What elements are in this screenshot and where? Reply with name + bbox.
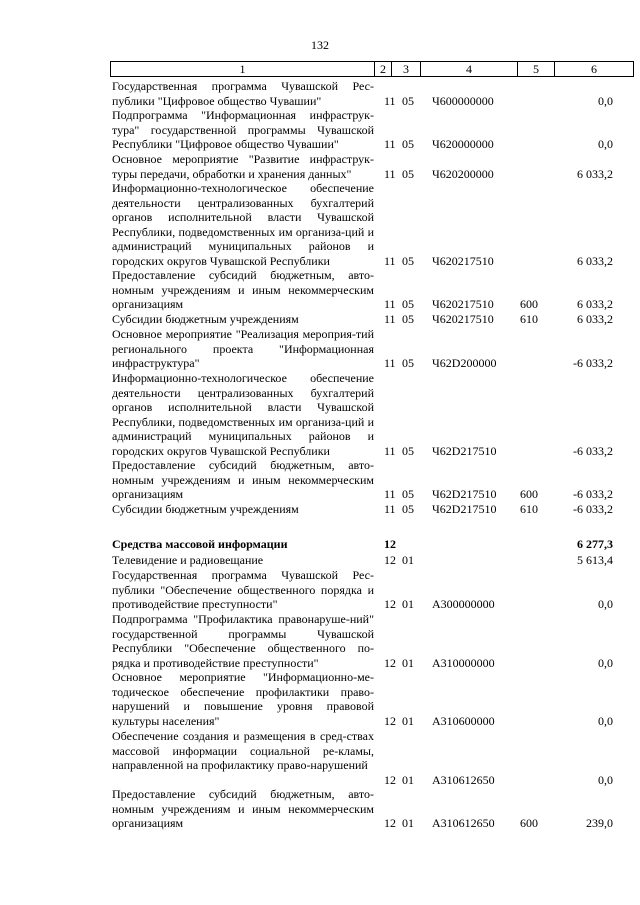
row-amount: 0,0 — [598, 772, 613, 787]
row-target-article: Ч62D200000 — [432, 356, 497, 370]
row-expense-type: 610 — [520, 502, 538, 516]
row-target-article: А300000000 — [432, 597, 495, 611]
row-section: 12 — [384, 816, 396, 830]
row-description: Телевидение и радиовещание — [112, 553, 264, 567]
row-section: 11 — [384, 502, 396, 516]
row-expense-type: 600 — [520, 297, 538, 311]
row-target-article: А310000000 — [432, 655, 495, 670]
row-subsection: 01 — [402, 655, 414, 670]
row-target-article: Ч620000000 — [432, 137, 494, 151]
row-amount: 6 033,2 — [577, 312, 613, 326]
row-amount: 0,0 — [598, 137, 613, 151]
row-subsection: 05 — [402, 166, 414, 181]
row-amount: 6 033,2 — [577, 297, 613, 311]
row-target-article: Ч620217510 — [432, 253, 494, 268]
page-number: 132 — [311, 38, 329, 52]
row-amount: 6 033,2 — [577, 166, 613, 181]
row-target-article: Ч620200000 — [432, 166, 494, 181]
row-subsection: 05 — [402, 253, 414, 268]
row-amount: 0,0 — [598, 655, 613, 670]
row-target-article: Ч62D217510 — [432, 443, 497, 458]
row-target-article: Ч62D217510 — [432, 487, 497, 501]
row-section: 12 — [384, 655, 396, 670]
header-col-5: 5 — [517, 61, 555, 77]
row-subsection: 05 — [402, 312, 414, 326]
row-expense-type: 610 — [520, 312, 538, 326]
row-subsection: 05 — [402, 487, 414, 501]
row-subsection: 01 — [402, 816, 414, 830]
row-amount: -6 033,2 — [573, 356, 613, 370]
row-amount: 6 277,3 — [577, 537, 613, 551]
row-amount: 239,0 — [586, 816, 613, 830]
row-description: Информационно-технологическое обеспечение деятельности централизованных бухгалтерий органов исполнительной власти Чувашской Республики, подведомственных им организа-ций и администраций муниципальных районов и городских округов Чувашской Республики — [112, 371, 374, 458]
row-subsection: 05 — [402, 502, 414, 516]
row-section: 11 — [384, 297, 396, 311]
row-target-article: А310612650 — [432, 772, 495, 787]
row-description: Государственная программа Чувашской Рес-публики "Обеспечение общественного порядка и противодействие преступности" — [112, 568, 374, 611]
header-col-1: 1 — [110, 61, 375, 77]
row-section: 12 — [384, 537, 396, 551]
row-description: Подпрограмма "Профилактика правонаруше-ний" государственной программы Чувашской Республики "Обеспечение общественного по-рядка и противодействие преступности" — [112, 612, 374, 670]
row-target-article: Ч62D217510 — [432, 502, 497, 516]
row-subsection: 01 — [402, 597, 414, 611]
row-subsection: 05 — [402, 356, 414, 370]
row-target-article: А310612650 — [432, 816, 495, 830]
row-amount: 0,0 — [598, 713, 613, 728]
row-section: 11 — [384, 356, 396, 370]
row-description: Основное мероприятие "Информационно-ме-тодическое обеспечение профилактики право-нарушений и повышение уровня правовой культуры населения" — [112, 670, 374, 728]
row-description: Подпрограмма "Информационная инфраструк-тура" государственной программы Чувашской Республики "Цифровое общество Чувашии" — [112, 108, 374, 151]
row-description: Субсидии бюджетным учреждениям — [112, 312, 299, 326]
row-expense-type: 600 — [520, 816, 538, 830]
table-header — [110, 61, 634, 77]
header-col-2: 2 — [374, 61, 392, 77]
row-description: Субсидии бюджетным учреждениям — [112, 502, 299, 516]
row-description: Предоставление субсидий бюджетным, авто-номным учреждениям и иным некоммерческим организациям — [112, 268, 374, 311]
row-amount: 5 613,4 — [577, 553, 613, 567]
row-description: Обеспечение создания и размещения в сред-ствах массовой информации социальной ре-кламы, направленной на профилактику право-нарушений — [112, 729, 374, 772]
row-section: 12 — [384, 772, 396, 787]
row-section: 11 — [384, 487, 396, 501]
row-amount: -6 033,2 — [573, 487, 613, 501]
row-section: 12 — [384, 553, 396, 567]
row-description: Основное мероприятие "Реализация мероприя-тий регионального проекта "Информационная инфраструктура" — [112, 327, 374, 370]
row-section: 12 — [384, 597, 396, 611]
row-description: Основное мероприятие "Развитие инфраструк-туры передачи, обработки и хранения данных" — [112, 152, 374, 181]
header-col-6: 6 — [554, 61, 634, 77]
row-expense-type: 600 — [520, 487, 538, 501]
row-amount: -6 033,2 — [573, 443, 613, 458]
row-amount: 6 033,2 — [577, 253, 613, 268]
row-target-article: Ч620217510 — [432, 312, 494, 326]
row-description: Государственная программа Чувашской Рес-публики "Цифровое общество Чувашии" — [112, 79, 374, 108]
row-amount: -6 033,2 — [573, 502, 613, 516]
row-section: 11 — [384, 312, 396, 326]
row-subsection: 05 — [402, 297, 414, 311]
row-subsection: 05 — [402, 443, 414, 458]
row-subsection: 01 — [402, 553, 414, 567]
row-section: 12 — [384, 713, 396, 728]
row-section: 11 — [384, 137, 396, 151]
row-target-article: А310600000 — [432, 713, 495, 728]
row-amount: 0,0 — [598, 93, 613, 108]
row-target-article: Ч600000000 — [432, 93, 494, 108]
row-description: Предоставление субсидий бюджетным, авто-номным учреждениям и иным некоммерческим организациям — [112, 787, 374, 830]
row-section: 11 — [384, 93, 396, 108]
row-section: 11 — [384, 166, 396, 181]
row-subsection: 01 — [402, 713, 414, 728]
row-subsection: 01 — [402, 772, 414, 787]
row-description: Информационно-технологическое обеспечение деятельности централизованных бухгалтерий органов исполнительной власти Чувашской Республики, подведомственных им организа-ций и администраций муниципальных районов и городских округов Чувашской Республики — [112, 181, 374, 268]
row-description: Предоставление субсидий бюджетным, авто-номным учреждениям и иным некоммерческим организациям — [112, 458, 374, 501]
header-col-3: 3 — [391, 61, 421, 77]
row-amount: 0,0 — [598, 597, 613, 611]
row-section: 11 — [384, 253, 396, 268]
row-description: Средства массовой информации — [112, 537, 288, 551]
row-subsection: 05 — [402, 137, 414, 151]
row-target-article: Ч620217510 — [432, 297, 494, 311]
row-subsection: 05 — [402, 93, 414, 108]
header-col-4: 4 — [420, 61, 518, 77]
row-section: 11 — [384, 443, 396, 458]
